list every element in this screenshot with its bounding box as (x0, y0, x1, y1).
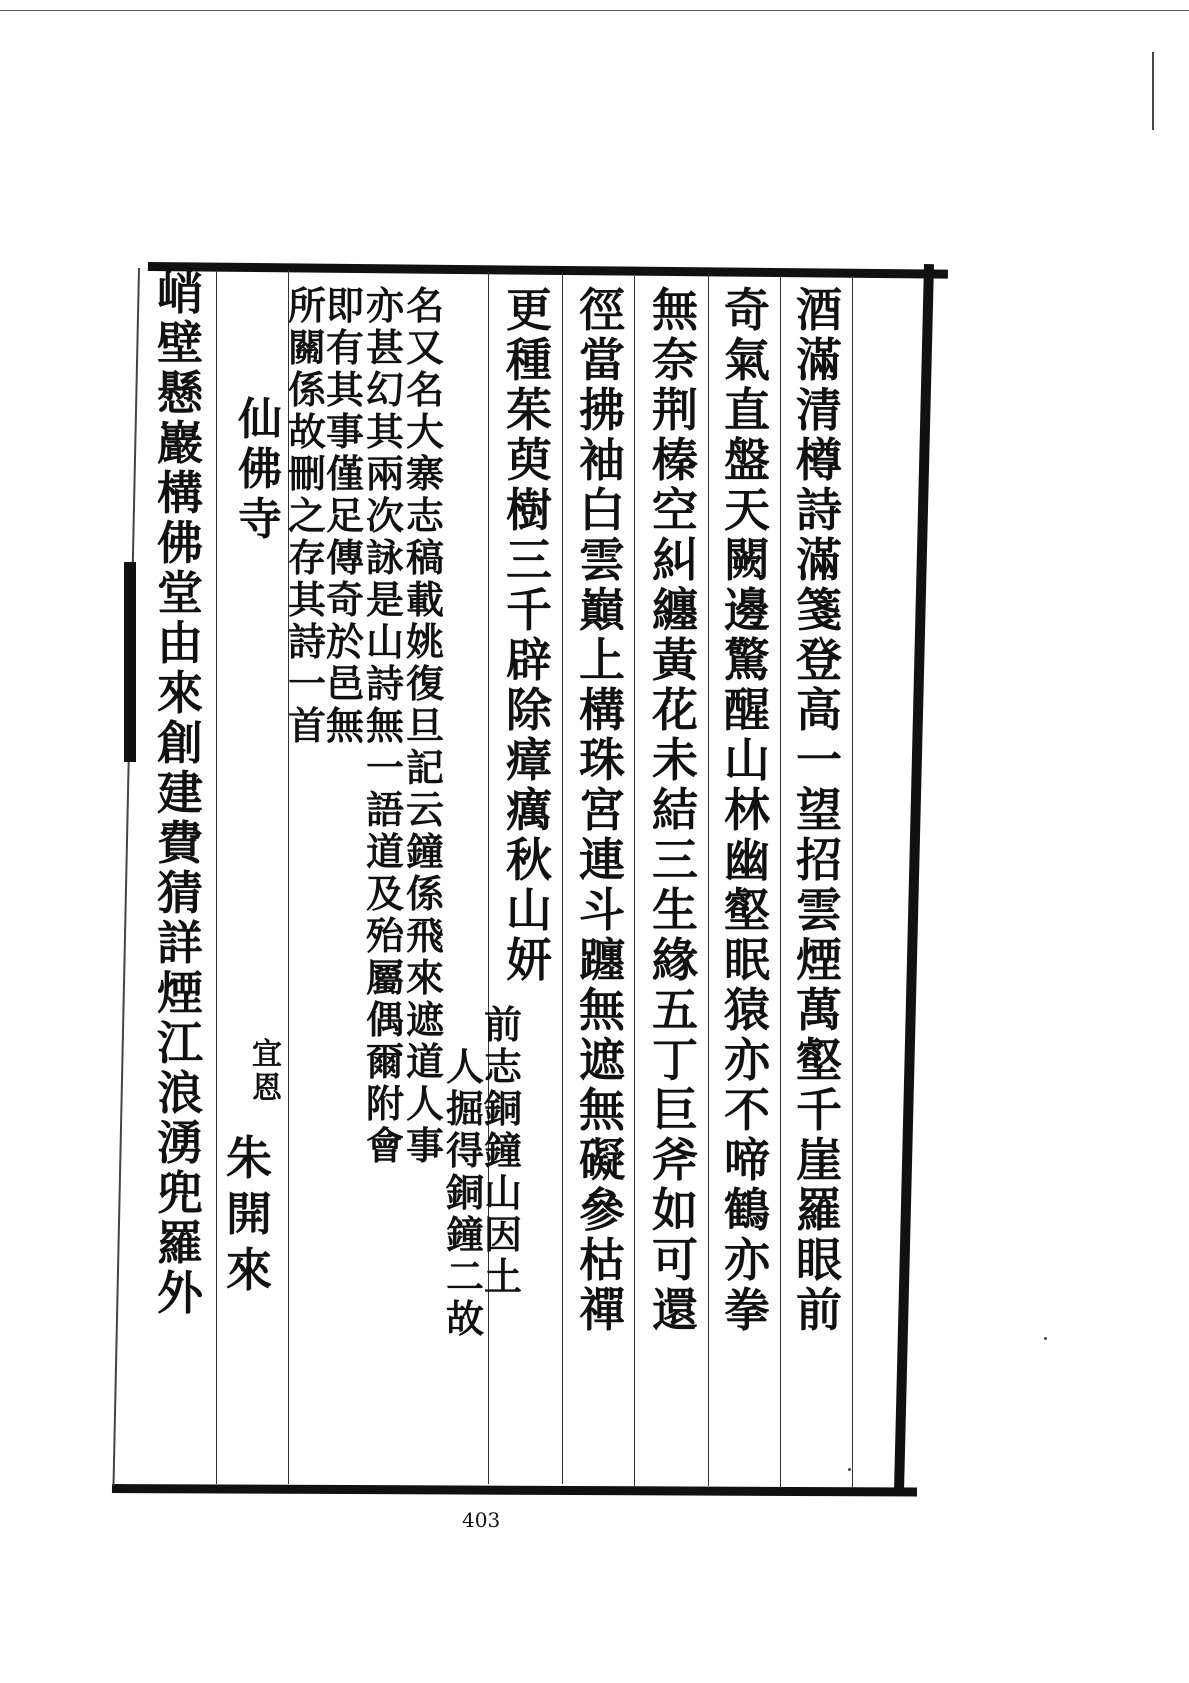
frame-left-border (112, 268, 140, 1486)
note-column-2: 人 掘 得 銅 鐘 二 故 (446, 1044, 485, 1341)
column-divider (562, 272, 563, 1484)
scan-speck (848, 1468, 851, 1471)
column-divider (852, 276, 853, 1488)
top-scan-edge-line (0, 10, 1189, 11)
note-column-3: 名 又 名 大 寨 志 稿 載 姚 復 旦 記 云 鐘 係 飛 來 遮 道 人 事 (406, 283, 445, 1168)
column-divider (216, 270, 217, 1484)
poem-column-4: 徑 當 拂 袖 白 雲 巔 上 構 珠 宮 連 斗 躔 無 遮 無 礙 參 枯 禪 (579, 283, 625, 1337)
poem-column-5: 更 種 茱 萸 樹 三 千 辟 除 瘴 癘 秋 山 妍 (506, 283, 552, 987)
note-column-5: 即 有 其 事 僅 足 傳 奇 於 邑 無 (326, 283, 365, 748)
author-name: 朱 開 來 (226, 1131, 272, 1297)
author-place: 宜 恩 (252, 1037, 282, 1106)
next-poem-column: 峭 壁 懸 巖 構 佛 堂 由 來 創 建 費 猜 詳 煙 江 浪 湧 兜 羅 外 (157, 266, 203, 1320)
poem-column-2: 奇 氣 直 盤 天 闕 邊 驚 醒 山 林 幽 壑 眠 猿 亦 不 啼 鶴 亦 拳 (724, 283, 770, 1337)
column-divider (634, 274, 635, 1486)
poem-column-1: 酒 滿 清 樽 詩 滿 箋 登 高 一 望 招 雲 煙 萬 壑 千 崖 羅 眼 前 (796, 283, 842, 1337)
frame-top-border (148, 262, 948, 279)
column-divider (780, 276, 781, 1488)
column-divider (708, 274, 709, 1486)
column-divider (488, 272, 489, 1484)
note-column-1: 前 志 銅 鐘 山 因 土 (484, 1002, 523, 1299)
note-column-6: 所 關 係 故 刪 之 存 其 詩 一 首 (288, 283, 327, 748)
scan-speck (1044, 1337, 1047, 1340)
frame-bottom-border (112, 1484, 917, 1497)
note-column-4: 亦 甚 幻 其 兩 次 詠 是 山 詩 無 一 語 道 及 殆 屬 偶 爾 附 會 (366, 283, 405, 1168)
margin-scan-mark (1152, 52, 1154, 130)
binding-edge-mark (124, 562, 136, 762)
poem-title: 仙 佛 寺 (238, 394, 282, 545)
poem-column-3: 無 奈 荆 榛 空 糾 纏 黃 花 未 結 三 生 緣 五 丁 巨 斧 如 可 還 (652, 283, 698, 1337)
frame-right-border (894, 264, 934, 1494)
page-number: 403 (462, 1508, 501, 1532)
